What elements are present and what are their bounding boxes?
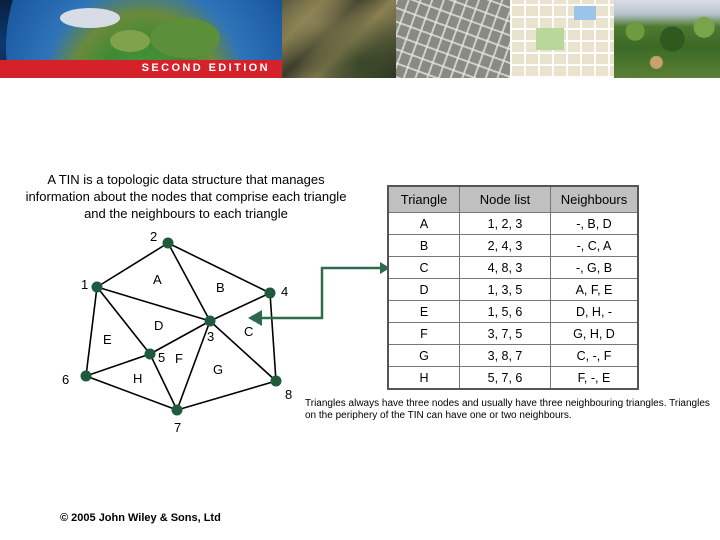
table-row: [388, 301, 638, 323]
tin-edge-2-3: [168, 243, 210, 321]
cell-triangle: C: [388, 257, 460, 279]
triangle-label-C: C: [244, 324, 254, 339]
tin-topology-table: [387, 185, 639, 390]
cell-triangle: A: [388, 213, 460, 235]
cell-triangle: B: [388, 235, 460, 257]
tin-node-3: [205, 316, 216, 327]
tin-node-7: [172, 405, 183, 416]
header-node-list: Node list: [460, 186, 551, 213]
table-row: [388, 323, 638, 345]
cell-triangle: G: [388, 345, 460, 367]
cell-neighbours: C, -, F: [551, 345, 639, 367]
tin-edge-1-6: [86, 287, 97, 376]
triangle-label-A: A: [153, 272, 162, 287]
node-label-5: 5: [158, 350, 166, 365]
table-caption: Triangles always have three nodes and usually have three neighbouring triangles. Triangles on the periphery of the TIN can have one or two neighbours.: [305, 398, 710, 421]
cell-node-list: 4, 8, 3: [460, 257, 551, 279]
copyright-notice: © 2005 John Wiley & Sons, Ltd: [60, 512, 221, 524]
tin-edge-4-8: [270, 293, 276, 381]
node-label-4: 4: [281, 284, 289, 299]
triangle-label-F: F: [175, 351, 183, 366]
description-line: A TIN is a topologic data structure that manages: [47, 172, 325, 187]
tin-node-1: [92, 282, 103, 293]
cell-neighbours: A, F, E: [551, 279, 639, 301]
tin-node-8: [271, 376, 282, 387]
cell-neighbours: F, -, E: [551, 367, 639, 390]
description-line: and the neighbours to each triangle: [84, 206, 288, 221]
triangle-label-E: E: [103, 332, 112, 347]
table-header-row: [388, 186, 638, 213]
cell-node-list: 5, 7, 6: [460, 367, 551, 390]
triangle-label-G: G: [213, 362, 224, 377]
cell-triangle: H: [388, 367, 460, 390]
tin-node-5: [145, 349, 156, 360]
tin-edge-1-3: [97, 287, 210, 321]
cell-triangle: F: [388, 323, 460, 345]
edition-label: SECOND EDITION: [141, 62, 270, 74]
cell-neighbours: -, B, D: [551, 213, 639, 235]
table-row: [388, 279, 638, 301]
tin-node-6: [81, 371, 92, 382]
cell-node-list: 2, 4, 3: [460, 235, 551, 257]
node-label-7: 7: [174, 420, 182, 435]
node-label-2: 2: [150, 229, 158, 244]
node-label-3: 3: [207, 329, 215, 344]
tin-edge-7-8: [177, 381, 276, 410]
cell-neighbours: -, C, A: [551, 235, 639, 257]
triangle-label-H: H: [133, 371, 143, 386]
cell-node-list: 1, 2, 3: [460, 213, 551, 235]
cell-triangle: E: [388, 301, 460, 323]
table-row: [388, 235, 638, 257]
cell-triangle: D: [388, 279, 460, 301]
header-neighbours: Neighbours: [551, 186, 639, 213]
cell-neighbours: D, H, -: [551, 301, 639, 323]
tin-node-4: [265, 288, 276, 299]
table-row: [388, 213, 638, 235]
table-row: [388, 345, 638, 367]
triangle-label-D: D: [154, 318, 164, 333]
cell-node-list: 1, 5, 6: [460, 301, 551, 323]
table-row: [388, 257, 638, 279]
table-row: [388, 367, 638, 390]
tin-node-2: [163, 238, 174, 249]
node-label-6: 6: [62, 372, 70, 387]
description-line: information about the nodes that comprise each triangle: [25, 189, 347, 204]
cell-neighbours: -, G, B: [551, 257, 639, 279]
cell-node-list: 3, 8, 7: [460, 345, 551, 367]
header-triangle: Triangle: [388, 186, 460, 213]
cell-node-list: 1, 3, 5: [460, 279, 551, 301]
triangle-label-B: B: [216, 280, 225, 295]
node-label-8: 8: [285, 387, 293, 402]
cell-node-list: 3, 7, 5: [460, 323, 551, 345]
cell-neighbours: G, H, D: [551, 323, 639, 345]
node-label-1: 1: [81, 277, 89, 292]
